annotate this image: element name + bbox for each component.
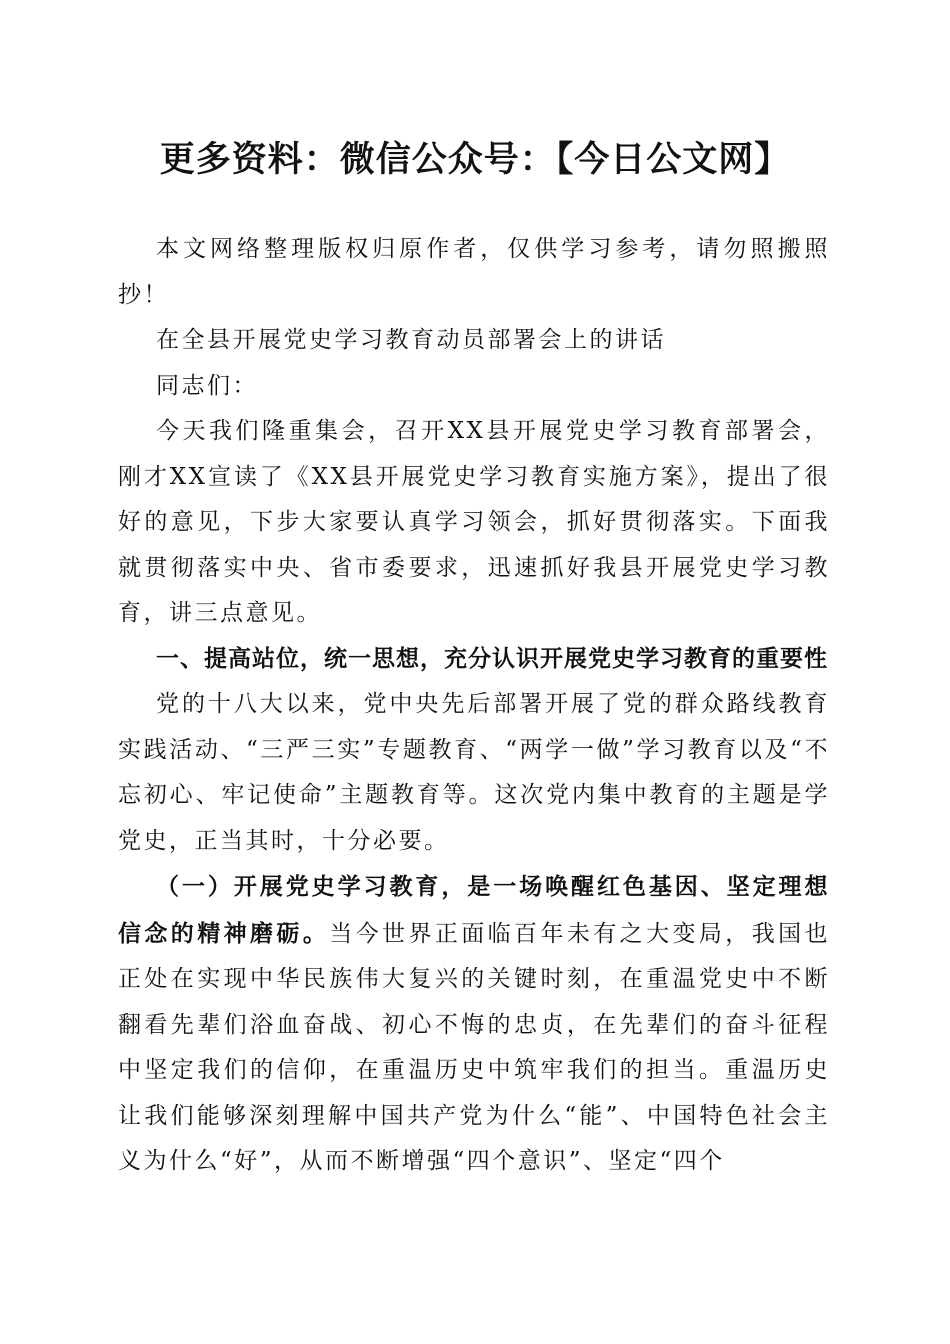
subsection-1-lead: （一）开展党史学习教育，是一场唤醒红色基因、坚定理想信念的精神磨砺。 (118, 873, 830, 947)
section-1-paragraph: 党的十八大以来，党中央先后部署开展了党的群众路线教育实践活动、“三严三实”专题教育、“两学一做”学习教育以及“不忘初心、牢记使命”主题教育等。这次党内集中教育的主题是学党史，正当其时，十分必要。 (118, 691, 830, 854)
section-heading-1: 一、提高站位，统一思想，充分认识开展党史学习教育的重要性 (156, 645, 828, 672)
subsection-1-paragraph (118, 864, 830, 1185)
copyright-notice: 本文网络整理版权归原作者，仅供学习参考，请勿照搬照抄！ (118, 236, 830, 308)
salutation: 同志们： (156, 372, 258, 399)
intro-paragraph: 今天我们隆重集会，召开XX县开展党史学习教育部署会，刚才XX宣读了《XX县开展党史学习教育实施方案》，提出了很好的意见，下步大家要认真学习领会，抓好贯彻落实。下面我就贯彻落实中央、省市委要求，迅速抓好我县开展党史学习教育，讲三点意见。 (118, 418, 830, 626)
document-body (118, 227, 830, 1185)
speech-title: 在全县开展党史学习教育动员部署会上的讲话 (156, 327, 666, 353)
subsection-1-body: 当今世界正面临百年未有之大变局，我国也正处在实现中华民族伟大复兴的关键时刻，在重温党史中不断翻看先辈们浴血奋战、初心不悔的忠贞，在先辈们的奋斗征程中坚定我们的信仰，在重温历史中筑牢我们的担当。重温历史让我们能够深刻理解中国共产党为什么“能”、中国特色社会主义为什么“好”，从而不断增强“四个意识”、坚定“四个 (118, 920, 831, 1174)
promo-header: 更多资料：微信公众号：【今日公文网】 (159, 140, 791, 180)
